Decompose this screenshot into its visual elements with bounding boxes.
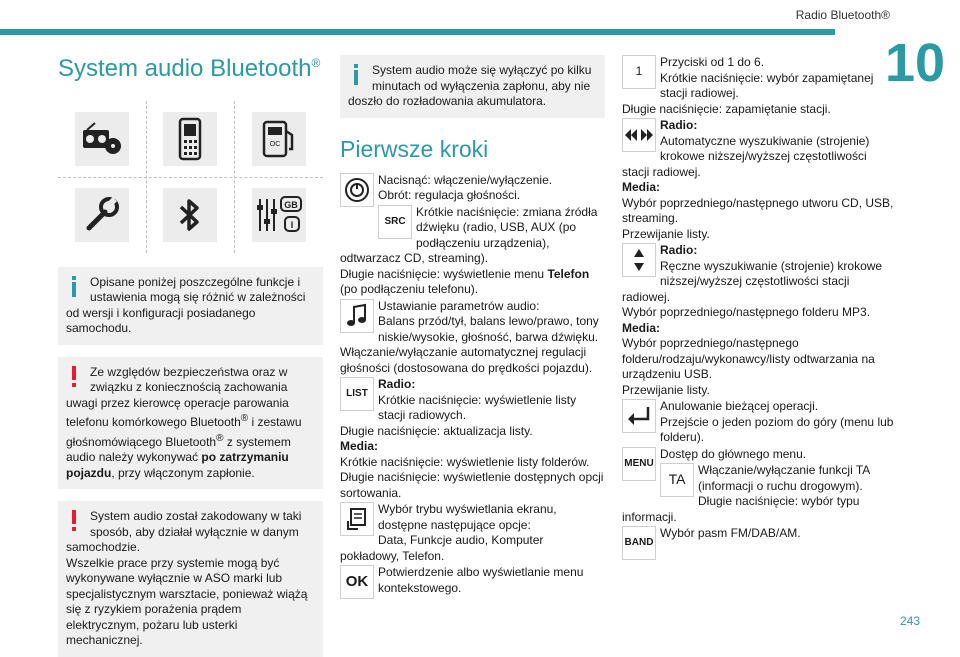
control-text: (po podłączeniu telefonu). xyxy=(340,282,479,296)
section-heading: Pierwsze kroki xyxy=(340,135,489,162)
warning-note xyxy=(58,501,323,657)
warning-text: Wszelkie prace przy systemie mogą być wykonywane wyłącznie w ASO marki lub specjalistycznym warsztacie, ponieważ wiążą się z ryzykiem porażenia prądem elektrycznym, pożaru lub usterki mechanicznej. xyxy=(66,555,308,648)
radio-cd-icon xyxy=(75,112,129,166)
control-text: Balans przód/tył, balans lewo/prawo, tony niskie/wysokie, głośność, barwa dźwięku. xyxy=(378,314,599,344)
control-text: Wybór trybu wyświetlania ekranu, dostępne następujące opcje: xyxy=(378,502,557,532)
icon-cell xyxy=(235,177,323,253)
control-bold-text: Media: xyxy=(340,439,379,453)
control-text: Przewijanie listy. xyxy=(622,226,710,241)
src-button-icon: SRC xyxy=(378,205,412,239)
sliders-gb-icon xyxy=(252,188,306,242)
control-audio xyxy=(340,299,605,377)
grid-divider xyxy=(146,101,147,253)
control-text: Długie naciśnięcie: aktualizacja listy. xyxy=(340,423,533,438)
page-title xyxy=(58,55,323,84)
info-note-text: Opisane poniżej poszczególne funkcje i ustawienia mogą się różnić w zależności od wersji i konfiguracji posiadanego samochodu. xyxy=(66,274,306,336)
control-ta xyxy=(622,463,894,525)
control-menu xyxy=(622,446,894,469)
control-text: Włączanie/wyłączanie funkcji TA (informacji o ruchu drogowym). xyxy=(698,463,870,493)
control-src xyxy=(340,205,605,298)
control-back xyxy=(622,399,894,446)
header-bar xyxy=(0,29,835,35)
control-text: Dostęp do głównego menu. xyxy=(660,446,807,461)
warning-text: z systemem audio należy wykonywać xyxy=(66,434,291,465)
icon-grid xyxy=(58,101,323,253)
control-text: Długie naciśnięcie: wyświetlenie menu xyxy=(340,266,548,281)
control-text: Obrót: regulacja głośności. xyxy=(378,188,521,202)
info-note xyxy=(58,267,323,345)
control-text: Krótkie naciśnięcie: zmiana źródła dźwięku (radio, USB, AUX (po podłączeniu urządzenia), odtwarzacz CD, streaming). xyxy=(340,204,598,265)
icon-cell xyxy=(58,177,146,253)
control-text: Włączanie/wyłączanie automatycznej regulacji głośności (dostosowana do prędkości pojazdu). xyxy=(340,345,593,375)
warning-bold-text: po zatrzymaniu pojazdu xyxy=(66,450,289,480)
page-title-text: System audio Bluetooth xyxy=(58,55,312,82)
warning-text: , przy włączonym zapłonie. xyxy=(111,465,255,480)
preset-button-icon: 1 xyxy=(622,55,656,89)
warning-sup: ® xyxy=(216,432,224,444)
control-text: Przewijanie listy. xyxy=(622,382,710,397)
control-text: Ręczne wyszukiwanie (strojenie) krokowe niższej/wyższej częstotliwości stacji radiowej. xyxy=(622,258,883,304)
control-text: Długie naciśnięcie: wyświetlenie dostępnych opcji sortowania. xyxy=(340,470,604,500)
control-text: Anulowanie bieżącej operacji. xyxy=(660,399,819,413)
warning-icon xyxy=(66,509,86,531)
warning-text: i zestawu głośnomówiącego Bluetooth xyxy=(66,415,302,449)
control-bold-text: Telefon xyxy=(547,266,590,281)
control-text: Krótkie naciśnięcie: wyświetlenie listy folderów. xyxy=(340,454,590,469)
ok-button-icon: OK xyxy=(340,565,374,599)
control-seek xyxy=(622,118,894,242)
icon-cell xyxy=(235,101,323,177)
music-note-icon xyxy=(340,299,374,333)
control-ok xyxy=(340,565,605,596)
grid-divider xyxy=(234,101,235,253)
control-text: Krótkie naciśnięcie: wyświetlenie listy stacji radiowych. xyxy=(378,392,577,422)
power-knob-icon xyxy=(340,173,374,207)
icon-cell xyxy=(146,177,234,253)
control-bold-text: Media: xyxy=(622,180,661,194)
page-title-sup: ® xyxy=(311,56,321,70)
control-text: Ustawianie parametrów audio: xyxy=(378,298,540,313)
info-icon xyxy=(66,275,86,297)
warning-sup: ® xyxy=(240,413,249,425)
seek-arrows-icon xyxy=(622,118,656,152)
warning-text: System audio został zakodowany w taki sposób, aby działał wyłącznie w danym samochodzie. xyxy=(66,509,302,555)
control-bold-text: Media: xyxy=(622,320,661,335)
control-text: Wybór pasm FM/DAB/AM. xyxy=(660,526,801,540)
control-text: Przejście o jeden poziom do góry (menu lub folderu). xyxy=(660,414,894,444)
up-down-arrows-icon xyxy=(622,243,656,277)
list-button-icon: LIST xyxy=(340,377,374,411)
control-text: Wybór poprzedniego/następnego folderu MP3. xyxy=(622,305,871,319)
control-text: Automatyczne wyszukiwanie (strojenie) krokowe niższej/wyższej częstotliwości stacji radiowej. xyxy=(622,133,870,179)
info-icon xyxy=(348,63,368,85)
column-1 xyxy=(58,55,323,657)
back-arrow-icon xyxy=(622,399,656,433)
column-3 xyxy=(622,55,894,560)
wrench-icon xyxy=(75,188,129,242)
control-list xyxy=(340,377,605,501)
chapter-number: 10 xyxy=(885,33,946,93)
control-text: Krótkie naciśnięcie: wybór zapamiętanej stacji radiowej. xyxy=(660,70,874,100)
section-title: Radio Bluetooth® xyxy=(795,8,890,22)
warning-icon xyxy=(66,365,86,387)
control-presets xyxy=(622,55,894,117)
display-mode-icon xyxy=(340,502,374,536)
control-display xyxy=(340,502,605,564)
control-text: Potwierdzenie albo wyświetlanie menu kontekstowego. xyxy=(378,565,584,595)
ta-button-icon: TA xyxy=(660,463,694,497)
control-text: Długie naciśnięcie: zapamiętanie stacji. xyxy=(622,101,831,116)
control-band xyxy=(622,526,894,549)
control-power xyxy=(340,173,605,204)
svg-text:GB: GB xyxy=(284,199,298,210)
page-number: 243 xyxy=(900,614,921,628)
control-text: Długie naciśnięcie: wybór typu informacji. xyxy=(622,494,860,524)
phone-icon xyxy=(163,112,217,166)
warning-note xyxy=(58,357,323,490)
control-text: Wybór poprzedniego/następnego folderu/rodzaju/wykonawcy/listy odtwarzania na urządzeniu USB. xyxy=(622,336,875,381)
control-text: Nacisnąć: włączenie/wyłączenie. xyxy=(378,172,553,187)
info-note xyxy=(340,55,605,118)
bluetooth-icon xyxy=(163,188,217,242)
svg-text:OC: OC xyxy=(269,140,281,148)
column-2 xyxy=(340,55,605,599)
warning-text: Ze względów bezpieczeństwa oraz w związku z koniecznością zachowania uwagi przez kierowcę operacje parowania telefonu komórkowego Bluetooth xyxy=(66,364,289,430)
control-text: Wybór poprzedniego/następnego utworu CD, USB, streaming. xyxy=(622,195,894,225)
menu-button-icon: MENU xyxy=(622,447,656,481)
grid-divider xyxy=(58,177,323,178)
control-bold-text: Radio: xyxy=(660,243,698,257)
info-note-text: System audio może się wyłączyć po kilku minutach od wyłączenia zapłonu, aby nie doszło do rozładowania akumulatora. xyxy=(348,63,592,108)
icon-cell xyxy=(58,101,146,177)
control-bold-text: Radio: xyxy=(660,118,698,132)
control-text: Data, Funkcje audio, Komputer pokładowy, Telefon. xyxy=(340,533,544,563)
control-bold-text: Radio: xyxy=(378,377,416,391)
fuel-pump-icon xyxy=(252,112,306,166)
control-updown xyxy=(622,243,894,398)
control-text: Przyciski od 1 do 6. xyxy=(660,55,765,69)
svg-text:I: I xyxy=(290,219,294,230)
band-button-icon: BAND xyxy=(622,526,656,560)
icon-cell xyxy=(146,101,234,177)
